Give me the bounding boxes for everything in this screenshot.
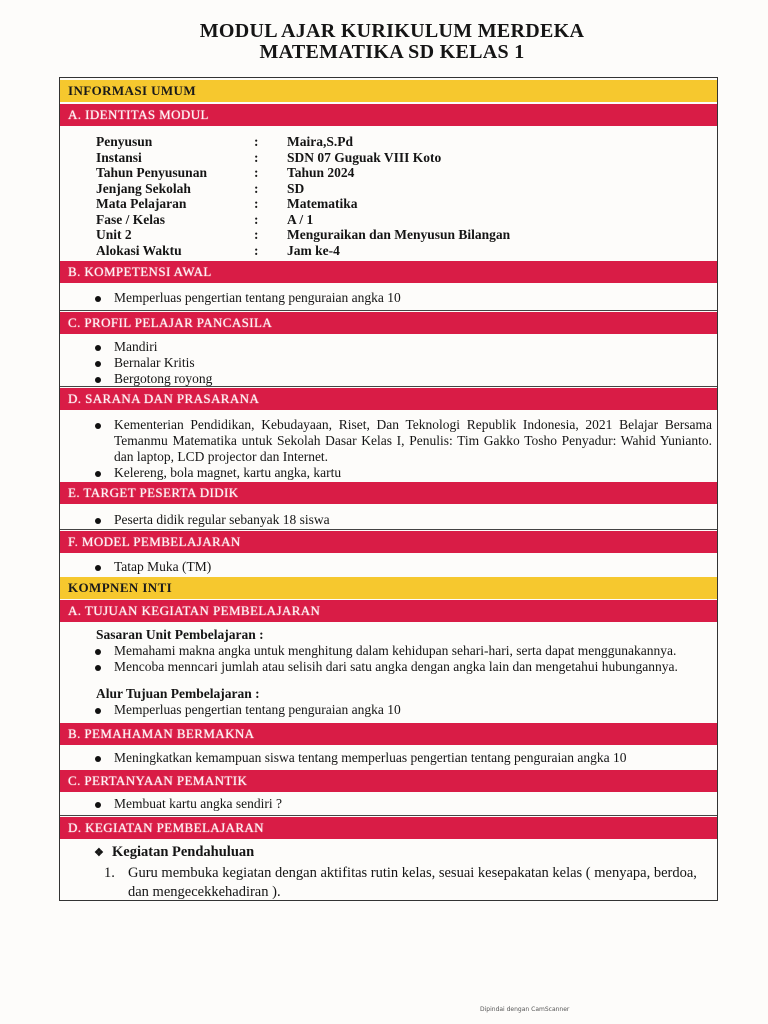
divider xyxy=(60,386,717,387)
sasaran-list xyxy=(92,643,717,675)
pemahaman-list xyxy=(92,750,712,766)
sarana-header xyxy=(60,388,717,410)
pertanyaan-header-label: C. PERTANYAAN PEMANTIK xyxy=(68,773,248,788)
kompetensi-list xyxy=(92,290,692,306)
kompetensi-header-label: B. KOMPETENSI AWAL xyxy=(68,264,212,279)
identitas-value: Matematika xyxy=(287,196,358,211)
divider xyxy=(60,529,717,530)
list-item: Membuat kartu angka sendiri ? xyxy=(92,796,692,812)
model-header xyxy=(60,531,717,553)
identitas-sep: : xyxy=(254,149,259,165)
module-table xyxy=(59,77,718,901)
profil-header xyxy=(60,312,717,334)
list-item: Bernalar Kritis xyxy=(92,355,692,371)
identitas-value: Menguraikan dan Menyusun Bilangan xyxy=(287,227,511,242)
identitas-value: Jam ke-4 xyxy=(287,242,340,258)
informasi-umum-header: INFORMASI UMUM xyxy=(60,80,717,102)
identitas-key: Unit 2 xyxy=(96,227,132,242)
pertanyaan-header xyxy=(60,770,717,792)
identitas-value: A / 1 xyxy=(287,211,314,227)
list-item: Memperluas pengertian tentang penguraian angka 10 xyxy=(92,702,692,718)
target-header xyxy=(60,482,717,504)
identitas-row xyxy=(96,181,696,197)
target-header-label: E. TARGET PESERTA DIDIK xyxy=(68,485,239,500)
identitas-row xyxy=(96,243,696,259)
list-item: Mencoba menncari jumlah atau selisih dari satu angka dengan angka lain dan mengetahui hubungannya. xyxy=(92,659,717,675)
list-item: Meningkatkan kemampuan siswa tentang memperluas pengertian tentang penguraian angka 10 xyxy=(92,750,712,766)
pendahuluan-title: Kegiatan Pendahuluan xyxy=(112,844,255,860)
kegiatan-header xyxy=(60,817,717,839)
identitas-key: Mata Pelajaran xyxy=(96,196,187,211)
alur-list xyxy=(92,702,692,718)
list-item: Mandiri xyxy=(92,339,692,355)
identitas-row xyxy=(96,196,696,212)
kompetensi-header xyxy=(60,261,717,283)
pemahaman-header xyxy=(60,723,717,745)
identitas-value: SDN 07 Guguak VIII Koto xyxy=(287,149,442,165)
kompnen-inti-header: KOMPNEN INTI xyxy=(60,577,717,599)
divider xyxy=(60,815,717,816)
list-item: Memahami makna angka untuk menghitung dalam kehidupan sehari-hari, serta dapat menggunakannya. xyxy=(92,643,717,659)
identitas-key: Fase / Kelas xyxy=(96,211,165,227)
diamond-bullet-icon: ❖ xyxy=(94,847,104,859)
pemahaman-header-label: B. PEMAHAMAN BERMAKNA xyxy=(68,726,255,741)
identitas-sep: : xyxy=(254,134,259,149)
identitas-header xyxy=(60,104,717,126)
identitas-sep: : xyxy=(254,180,259,196)
identitas-sep: : xyxy=(254,242,259,258)
sarana-header-label: D. SARANA DAN PRASARANA xyxy=(68,391,260,406)
identitas-value: Maira,S.Pd xyxy=(287,134,353,149)
document-title: MODUL AJAR KURIKULUM MERDEKA xyxy=(199,20,585,42)
model-header-label: F. MODEL PEMBELAJARAN xyxy=(68,534,241,549)
tujuan-header-label: A. TUJUAN KEGIATAN PEMBELAJARAN xyxy=(68,603,321,618)
step-text: Guru membuka kegiatan dengan aktifitas rutin kelas, sesuai kesepakatan kelas ( menyapa, berdoa, dan mengecekkehadiran ). xyxy=(128,865,697,900)
list-item: Memperluas pengertian tentang penguraian angka 10 xyxy=(92,290,692,306)
list-item: Tatap Muka (TM) xyxy=(92,559,692,575)
identitas-sep: : xyxy=(254,165,259,180)
profil-header-label: C. PROFIL PELAJAR PANCASILA xyxy=(68,315,273,330)
sarana-list xyxy=(92,417,712,481)
identitas-row xyxy=(96,150,696,166)
identitas-list xyxy=(96,134,696,258)
list-item: Bergotong royong xyxy=(92,371,692,387)
profil-list xyxy=(92,339,692,387)
identitas-key: Instansi xyxy=(96,149,142,165)
identitas-sep: : xyxy=(254,211,259,227)
identitas-row xyxy=(96,134,696,150)
divider xyxy=(60,310,717,311)
identitas-row xyxy=(96,227,696,243)
identitas-sep: : xyxy=(254,227,259,242)
pertanyaan-list xyxy=(92,796,692,812)
target-list xyxy=(92,512,692,528)
list-item: Kelereng, bola magnet, kartu angka, kartu xyxy=(92,465,712,481)
sasaran-title: Sasaran Unit Pembelajaran : xyxy=(96,627,264,642)
identitas-sep: : xyxy=(254,196,259,211)
pendahuluan-heading xyxy=(94,844,254,861)
identitas-key: Tahun Penyusunan xyxy=(96,165,207,180)
alur-title: Alur Tujuan Pembelajaran : xyxy=(96,686,260,701)
document-subtitle: MATEMATIKA SD KELAS 1 xyxy=(259,41,525,63)
list-item: Peserta didik regular sebanyak 18 siswa xyxy=(92,512,692,528)
model-list xyxy=(92,559,692,575)
list-item: Kementerian Pendidikan, Kebudayaan, Riset, Dan Teknologi Republik Indonesia, 2021 Belajar Bersama Temanmu Matematika untuk Sekolah Dasar Kelas I, Penulis: Tim Gakko Tosho Penyadur: Wahid Yunianto. dan laptop, LCD projector dan Internet. xyxy=(92,417,712,465)
tujuan-header xyxy=(60,600,717,622)
identitas-key: Penyusun xyxy=(96,134,153,149)
kegiatan-header-label: D. KEGIATAN PEMBELAJARAN xyxy=(68,820,264,835)
identitas-row xyxy=(96,212,696,228)
identitas-value: Tahun 2024 xyxy=(287,165,355,180)
identitas-key: Jenjang Sekolah xyxy=(96,180,191,196)
identitas-value: SD xyxy=(287,180,305,196)
scanner-footer: Dipindai dengan CamScanner xyxy=(480,1006,570,1013)
identitas-key: Alokasi Waktu xyxy=(96,242,182,258)
identitas-header-label: A. IDENTITAS MODUL xyxy=(68,107,209,122)
kegiatan-step xyxy=(104,864,704,901)
step-number: 1. xyxy=(104,865,115,881)
identitas-row xyxy=(96,165,696,181)
